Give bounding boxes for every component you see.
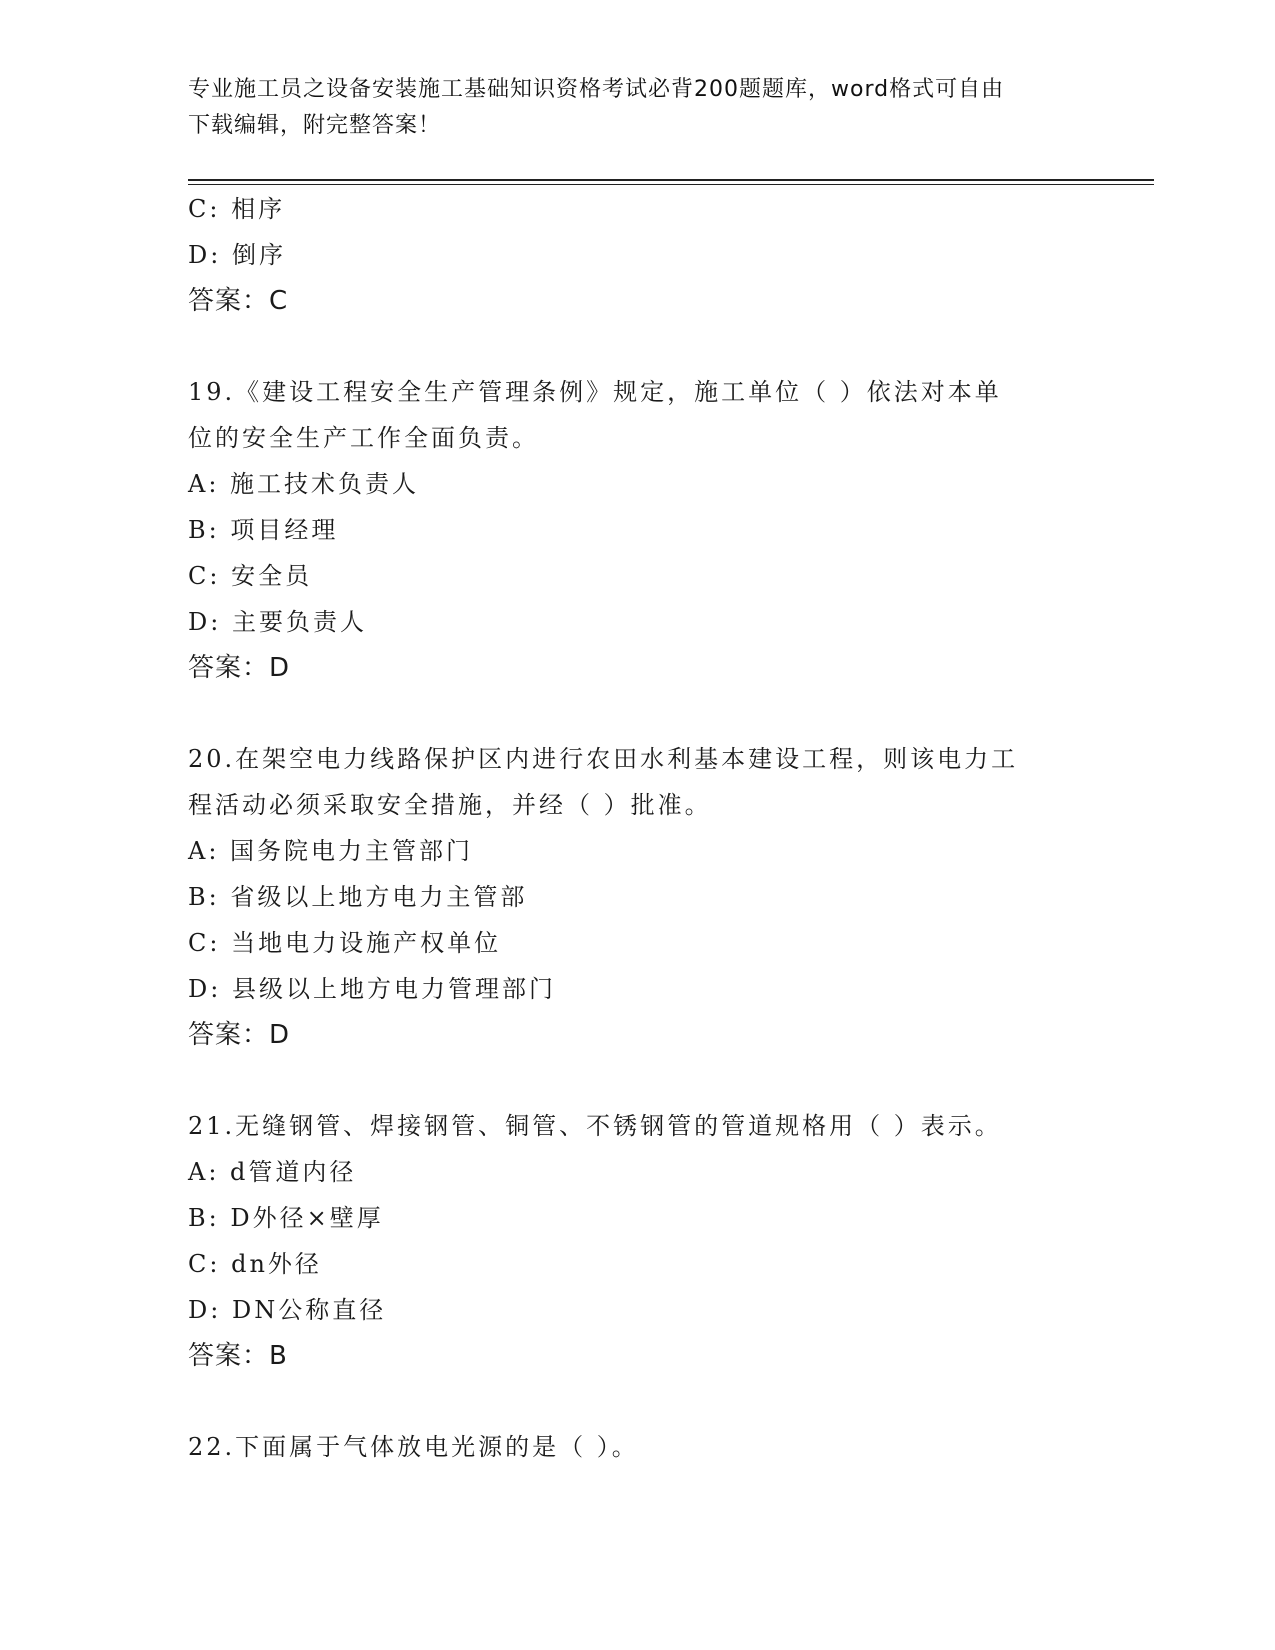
question-spacer [188,324,1088,369]
option-c: C: dn外径 [188,1250,322,1278]
option-c: C: 安全员 [188,562,313,590]
question-20 [188,736,1088,1058]
question-18-tail [188,186,1088,324]
option-d: D: 倒序 [188,241,286,269]
question-stem: 19.《建设工程安全生产管理条例》规定，施工单位（ ）依法对本单 [188,378,1002,406]
question-stem-continued: 程活动必须采取安全措施，并经（ ）批准。 [188,791,712,819]
question-22 [188,1424,1088,1470]
question-stem: 20.在架空电力线路保护区内进行农田水利基本建设工程，则该电力工 [188,745,1019,773]
answer-line: 答案：C [188,286,289,316]
option-c: C: 当地电力设施产权单位 [188,929,502,957]
question-21 [188,1103,1088,1379]
answer-line: 答案：D [188,1020,291,1050]
option-b: B: 省级以上地方电力主管部 [188,883,528,911]
option-d: D: 主要负责人 [188,608,367,636]
question-stem-continued: 位的安全生产工作全面负责。 [188,424,539,452]
question-spacer [188,1379,1088,1424]
answer-line: 答案：B [188,1341,288,1371]
question-19 [188,369,1088,691]
option-a: A: 施工技术负责人 [188,470,420,498]
option-d: D: DN公称直径 [188,1296,387,1324]
header-title-line-1: 专业施工员之设备安装施工基础知识资格考试必背200题题库，word格式可自由 [188,77,1005,102]
option-a: A: 国务院电力主管部门 [188,837,474,865]
option-a: A: d管道内径 [188,1158,357,1186]
option-c: C: 相序 [188,195,286,223]
document-header [188,72,1078,144]
answer-line: 答案：D [188,653,291,683]
question-spacer [188,691,1088,736]
header-title-line-2: 下载编辑，附完整答案！ [188,113,442,138]
question-spacer [188,1058,1088,1103]
question-stem: 22.下面属于气体放电光源的是（ ）。 [188,1433,639,1461]
option-b: B: 项目经理 [188,516,339,544]
header-divider-thick [188,179,1154,181]
header-divider-thin [188,184,1154,185]
option-b: B: D外径×壁厚 [188,1204,384,1232]
option-d: D: 县级以上地方电力管理部门 [188,975,556,1003]
question-stem: 21.无缝钢管、焊接钢管、铜管、不锈钢管的管道规格用（ ）表示。 [188,1112,1002,1140]
question-list [188,186,1088,1470]
